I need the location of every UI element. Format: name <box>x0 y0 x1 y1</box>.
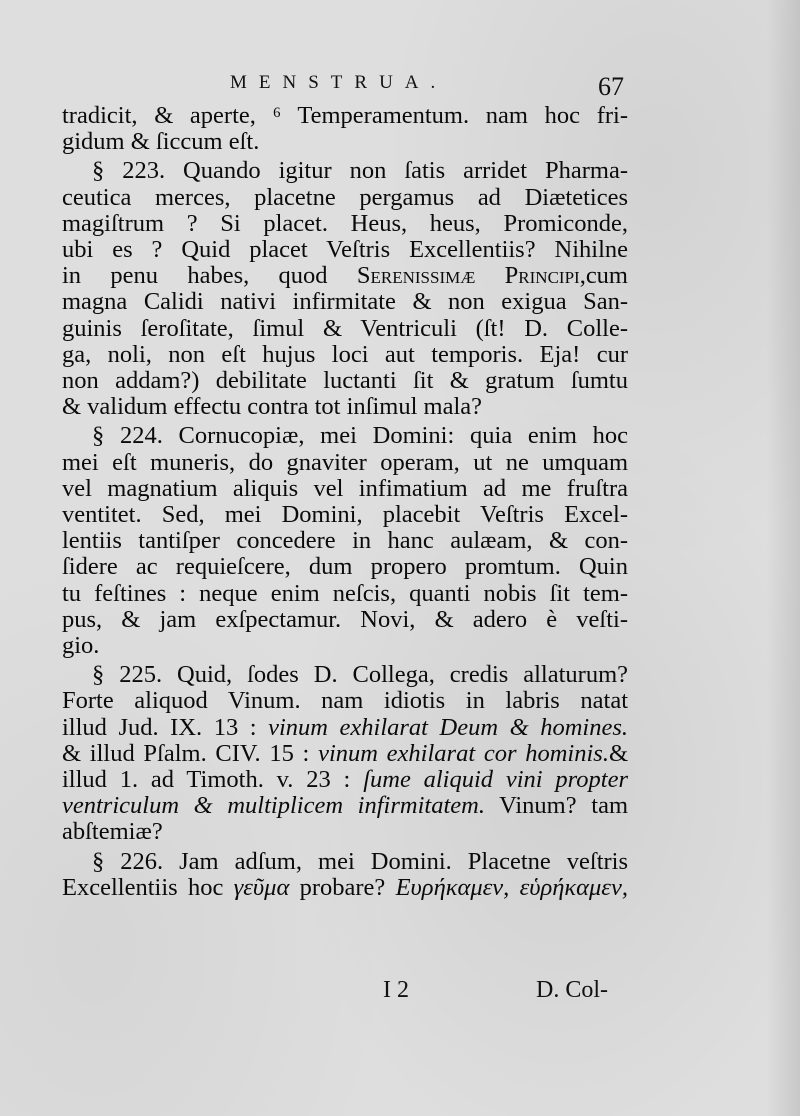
text-line: ſidere ac requieſcere, dum propero promtum. Quin <box>62 554 628 581</box>
text-line <box>62 741 628 767</box>
text-run: ventriculum & multiplicem infirmitatem. <box>62 793 485 820</box>
signature-mark: I 2 <box>383 977 409 1003</box>
text-line: pus, & jam exſpectamur. Novi, & adero è veſti- <box>62 606 628 633</box>
text-run: ſume aliquid vini propter <box>363 767 628 794</box>
page-gutter-shadow <box>766 0 800 1116</box>
text-line: gio. <box>62 633 100 660</box>
text-line: § 226. Jam adſum, mei Domini. Placetne veſtris <box>92 848 628 875</box>
text-run: vinum exhilarat cor hominis. <box>318 740 609 767</box>
text-body <box>62 103 628 901</box>
text-run: Vinum? tam <box>484 793 628 820</box>
text-run: probare? <box>289 874 396 901</box>
text-run: illud 1. ad Timoth. v. 23 : <box>62 767 364 794</box>
text-line: § 225. Quid, ſodes D. Collega, credis allaturum? <box>92 662 628 689</box>
text-line: non addam?) debilitate luctanti ſit & gratum ſumtu <box>62 368 628 395</box>
text-line <box>62 715 628 741</box>
text-line: guinis ſeroſitate, ſimul & Ventriculi (ſt! D. Colle- <box>62 315 628 342</box>
text-line: vel magnatium aliquis vel infimatium ad me fruſtra <box>62 475 628 502</box>
text-line <box>62 263 628 289</box>
text-line: abſtemiæ? <box>62 819 163 846</box>
text-line <box>62 767 628 793</box>
text-run: Ευρήκαμεν, εὑρήκαμεν, <box>395 874 628 901</box>
text-line: mei eſt muneris, do gnaviter operam, ut ne umquam <box>62 449 628 476</box>
text-line: ceutica merces, placetne pergamus ad Diætetices <box>62 184 628 211</box>
text-run: & <box>608 740 628 767</box>
text-run: Serenissimæ Principi <box>356 263 580 290</box>
running-head: MENSTRUA. <box>230 72 448 93</box>
text-line: § 223. Quando igitur non ſatis arridet Pharma- <box>92 158 628 185</box>
text-line: magiſtrum ? Si placet. Heus, heus, Promiconde, <box>62 210 628 237</box>
catchword: D. Col- <box>536 977 608 1003</box>
text-run: in penu habes, quod <box>62 263 357 290</box>
page-number: 67 <box>598 72 624 101</box>
text-line: magna Calidi nativi infirmitate & non exigua San- <box>62 289 628 316</box>
text-line: tradicit, & aperte, ⁶ Temperamentum. nam hoc fri- <box>62 103 628 129</box>
text-line: ga, noli, non eſt hujus loci aut temporis. Eja! cur <box>62 341 628 368</box>
text-line: Forte aliquod Vinum. nam idiotis in labris natat <box>62 688 628 715</box>
text-run: & illud Pſalm. CIV. 15 : <box>62 740 319 767</box>
text-line: § 224. Cornucopiæ, mei Domini: quia enim hoc <box>92 423 628 450</box>
text-run: illud Jud. IX. 13 : <box>62 714 269 741</box>
text-run: Excellentiis hoc <box>62 874 234 901</box>
text-line: tu feſtines : neque enim neſcis, quanti nobis ſit tem- <box>62 580 628 607</box>
text-line <box>62 793 628 819</box>
text-line: lentiis tantiſper concedere in hanc aulæam, & con- <box>62 528 628 555</box>
text-line: ubi es ? Quid placet Veſtris Excellentiis? Nihilne <box>62 237 628 264</box>
text-line: & validum effectu contra tot inſimul mala? <box>62 394 483 421</box>
text-run: ,cum <box>579 263 628 290</box>
text-line <box>62 875 628 901</box>
text-line: gidum & ſiccum eſt. <box>62 129 260 156</box>
text-run: vinum exhilarat Deum & homines. <box>268 714 628 741</box>
text-run: γεῦμα <box>233 874 290 901</box>
text-line: ventitet. Sed, mei Domini, placebit Veſtris Excel- <box>62 502 628 529</box>
